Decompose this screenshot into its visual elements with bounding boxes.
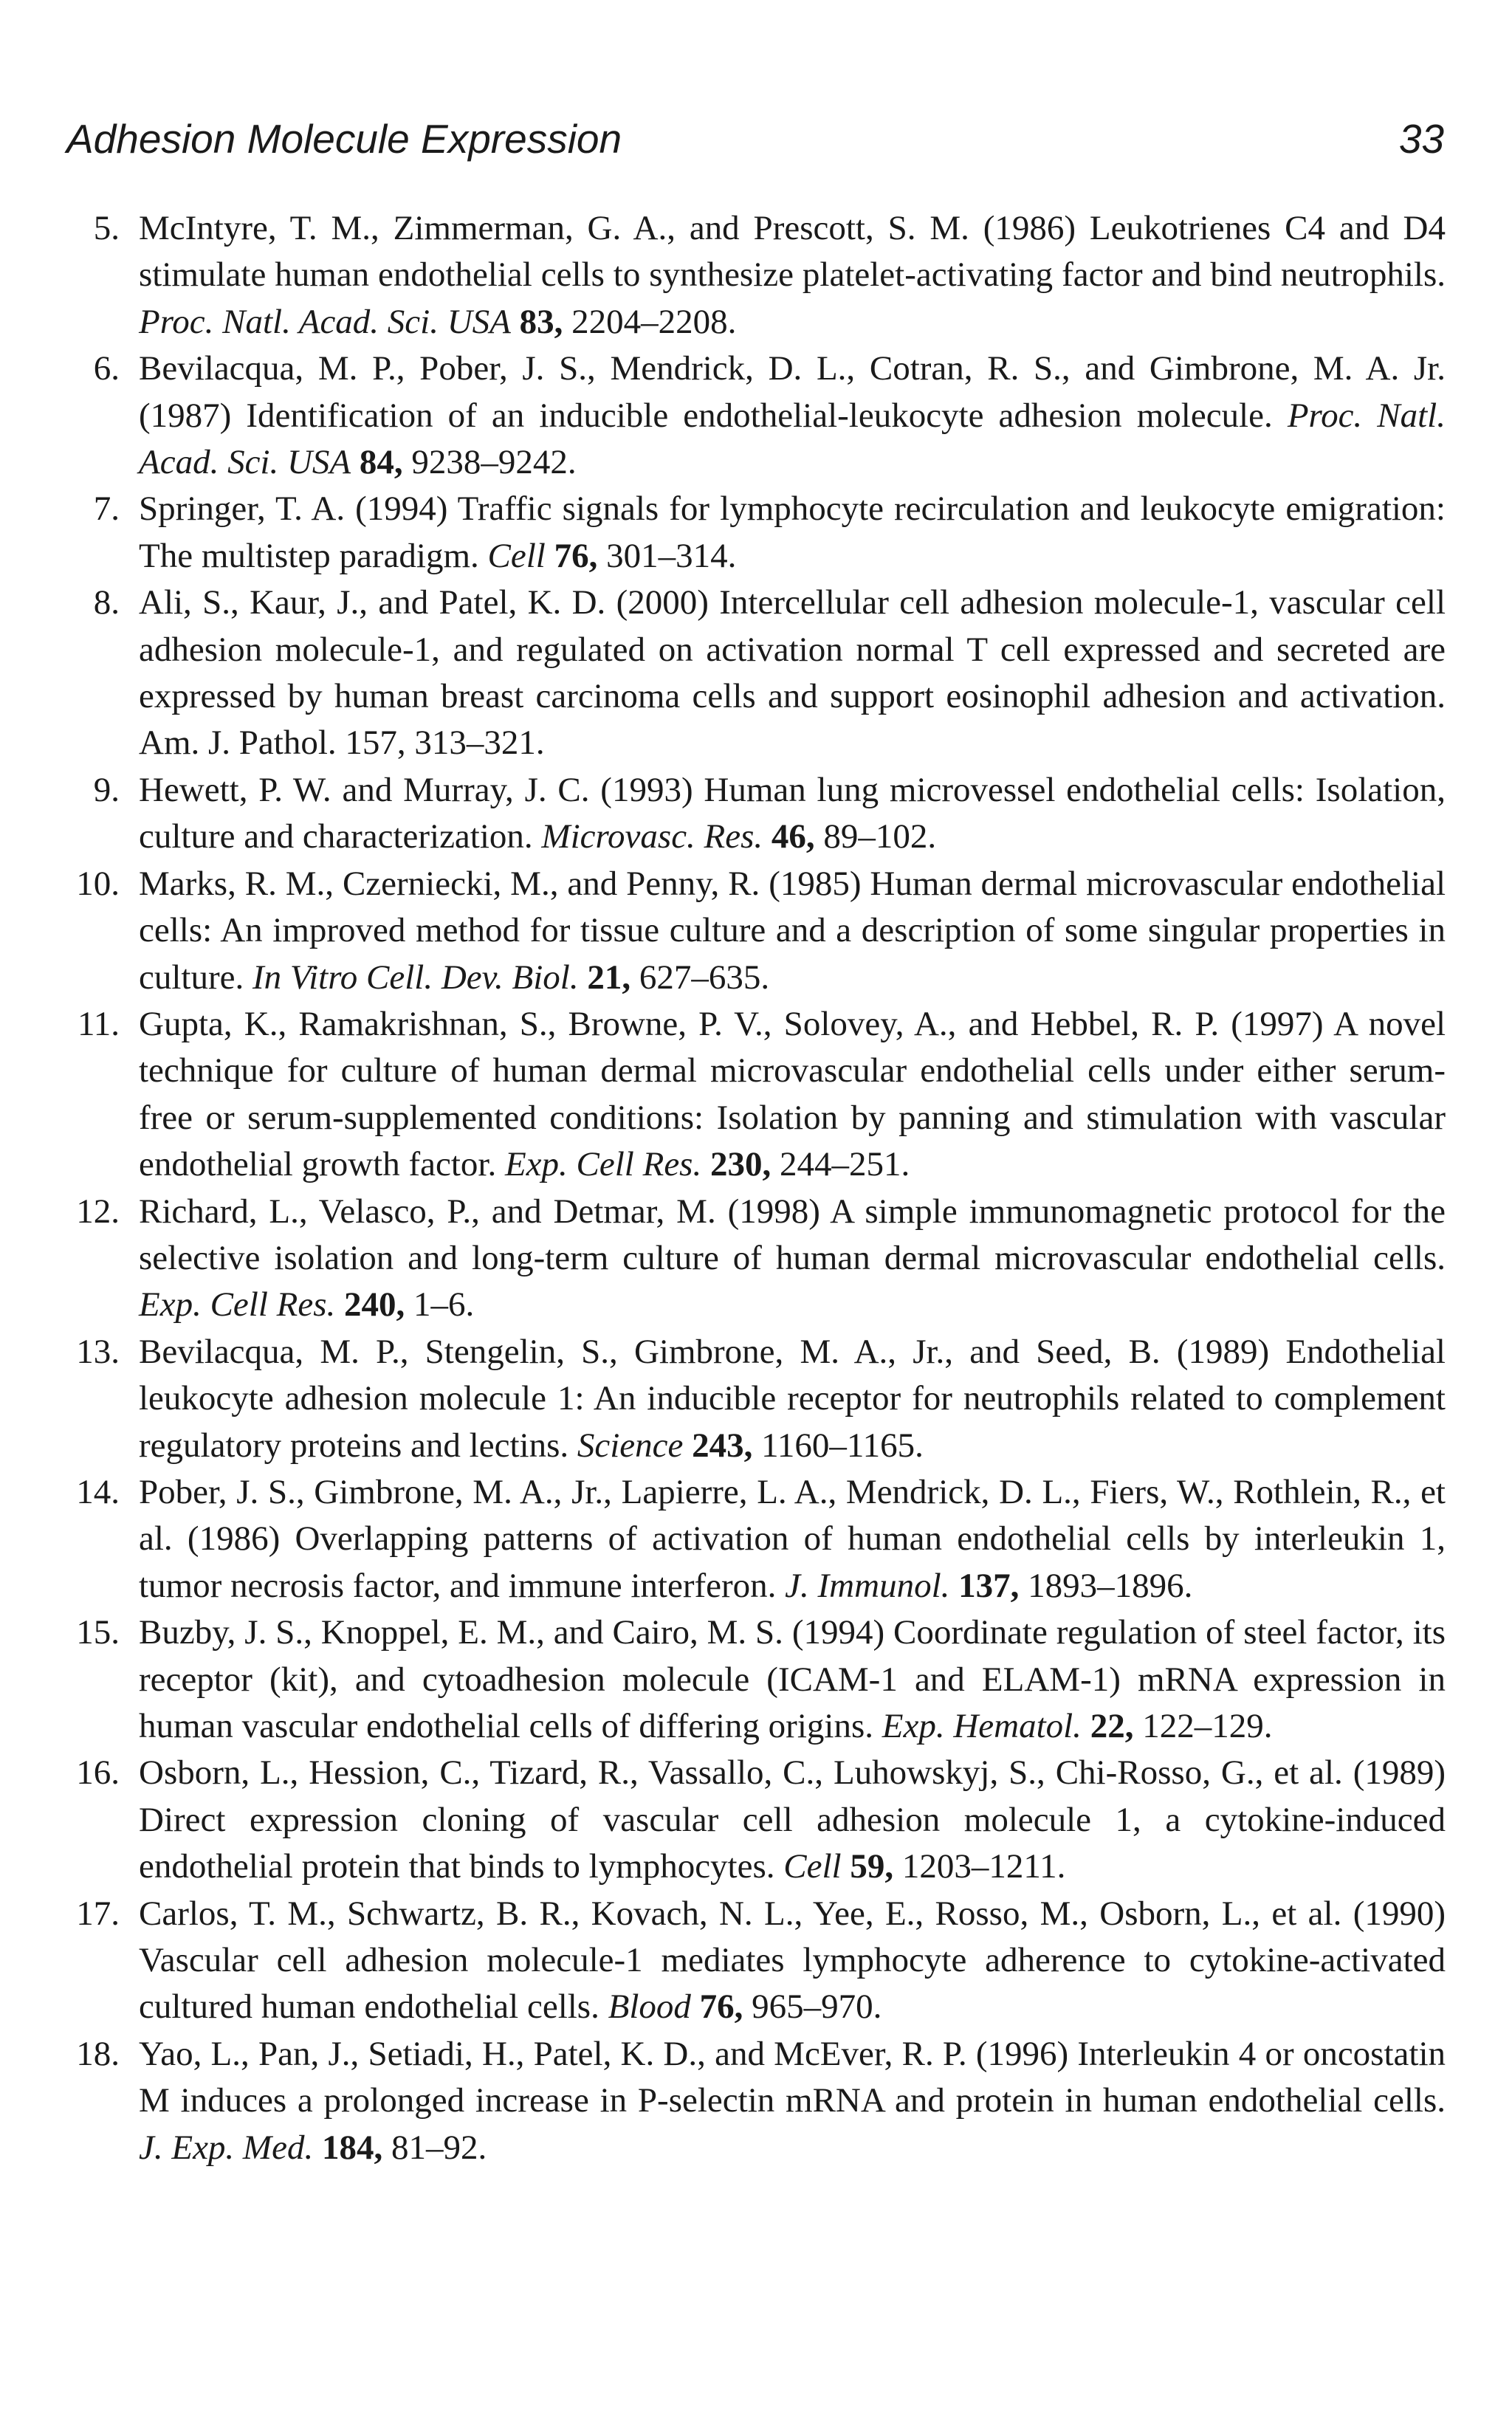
reference-number: 17. [76, 1894, 120, 1933]
reference-pages: 2204–2208. [571, 302, 737, 341]
reference-volume: 83, [519, 302, 563, 341]
reference-journal: Blood [608, 1987, 691, 2027]
reference-text: Springer, T. A. (1994) Traffic signals for lymphocyte recirculation and leukocyte emigration: The multistep paradigm. [139, 489, 1446, 575]
reference-journal: Cell [783, 1847, 842, 1886]
reference-journal: Proc. Natl. Acad. Sci. USA [139, 396, 1446, 482]
reference-number: 12. [76, 1192, 120, 1231]
reference-text: Bevilacqua, M. P., Pober, J. S., Mendrick, D. L., Cotran, R. S., and Gimbrone, M. A. Jr. (1987) Identification of an inducible endothelial-leukocyte adhesion molecule. [139, 349, 1446, 435]
reference-item [66, 486, 1446, 580]
reference-item [66, 1609, 1446, 1750]
reference-text: Richard, L., Velasco, P., and Detmar, M. (1998) A simple immunomagnetic protocol for the selective isolation and long-term culture of human dermal microvascular endothelial cells. [139, 1192, 1446, 1277]
reference-number: 18. [76, 2034, 120, 2073]
reference-pages: 1160–1165. [761, 1426, 924, 1465]
reference-item [66, 1891, 1446, 2031]
reference-volume: 59, [850, 1847, 894, 1886]
reference-pages: 1–6. [413, 1285, 475, 1324]
reference-number: 9. [93, 770, 120, 809]
reference-number: 11. [77, 1004, 120, 1043]
reference-item [66, 346, 1446, 486]
reference-journal: Exp. Cell Res. [139, 1285, 336, 1324]
reference-volume: 240, [344, 1285, 405, 1324]
reference-text: Osborn, L., Hession, C., Tizard, R., Vassallo, C., Luhowskyj, S., Chi-Rosso, G., et al. (1989) Direct expression cloning of vascular cell adhesion molecule 1, a cytokine-induced endothelial protein that binds to lymphocytes. [139, 1753, 1446, 1886]
reference-item [66, 1469, 1446, 1609]
reference-number: 7. [93, 489, 120, 529]
reference-volume: 184, [321, 2128, 383, 2167]
reference-pages: 244–251. [779, 1145, 910, 1184]
reference-list [66, 205, 1446, 2171]
reference-journal: Science [577, 1426, 684, 1465]
reference-item [66, 205, 1446, 346]
reference-pages: 627–635. [639, 958, 770, 997]
reference-journal: Exp. Hematol. [882, 1707, 1082, 1745]
reference-item [66, 580, 1446, 767]
reference-pages: 1203–1211. [901, 1847, 1066, 1886]
reference-volume: 46, [771, 817, 815, 856]
reference-pages: 1893–1896. [1028, 1566, 1193, 1605]
reference-number: 15. [76, 1613, 120, 1652]
reference-journal: Cell [487, 536, 546, 575]
reference-item [66, 1001, 1446, 1189]
reference-volume: 76, [699, 1987, 743, 2027]
reference-text: Carlos, T. M., Schwartz, B. R., Kovach, N. L., Yee, E., Rosso, M., Osborn, L., et al. (1990) Vascular cell adhesion molecule-1 mediates lymphocyte adherence to cytokine-activated cultured human endothelial cells. [139, 1894, 1446, 2027]
reference-volume: 84, [359, 443, 403, 482]
reference-item [66, 1189, 1446, 1329]
reference-number: 6. [93, 349, 120, 388]
reference-volume: 21, [587, 958, 631, 997]
reference-text: Bevilacqua, M. P., Stengelin, S., Gimbrone, M. A., Jr., and Seed, B. (1989) Endothelial leukocyte adhesion molecule 1: An inducible receptor for neutrophils related to complement regulatory proteins and lectins. [139, 1332, 1446, 1465]
reference-number: 10. [76, 864, 120, 903]
reference-volume: 243, [692, 1426, 753, 1465]
reference-number: 13. [76, 1332, 120, 1371]
reference-journal: Proc. Natl. Acad. Sci. USA [139, 302, 511, 341]
running-head [66, 109, 1444, 168]
reference-text: Buzby, J. S., Knoppel, E. M., and Cairo, M. S. (1994) Coordinate regulation of steel factor, its receptor (kit), and cytoadhesion molecule (ICAM-1 and ELAM-1) mRNA expression in human vascular endothelial cells of differing origins. [139, 1613, 1446, 1745]
reference-number: 5. [93, 209, 120, 247]
reference-text: Ali, S., Kaur, J., and Patel, K. D. (2000) Intercellular cell adhesion molecule-1, vascular cell adhesion molecule-1, and regulated on activation normal T cell expressed and secreted are expressed by human breast carcinoma cells and support eosinophil adhesion and activation. Am. J. Pathol. 157, 313–321. [139, 583, 1446, 763]
reference-journal: In Vitro Cell. Dev. Biol. [252, 958, 579, 997]
page-number: 33 [1398, 116, 1444, 162]
reference-pages: 965–970. [752, 1987, 882, 2027]
reference-volume: 137, [958, 1566, 1020, 1605]
reference-text: Pober, J. S., Gimbrone, M. A., Jr., Lapierre, L. A., Mendrick, D. L., Fiers, W., Rothlein, R., et al. (1986) Overlapping patterns of activation of human endothelial cells by interleukin 1, tumor necrosis factor, and immune interferon. [139, 1472, 1446, 1605]
reference-volume: 230, [709, 1145, 772, 1184]
reference-volume: 76, [554, 536, 598, 575]
reference-item [66, 861, 1446, 1001]
reference-item [66, 1329, 1446, 1469]
reference-text: Hewett, P. W. and Murray, J. C. (1993) Human lung microvessel endothelial cells: Isolation, culture and characterization. [139, 770, 1446, 856]
reference-item [66, 767, 1446, 861]
reference-text: Marks, R. M., Czerniecki, M., and Penny, R. (1985) Human dermal microvascular endothelial cells: An improved method for tissue culture and a description of some singular properties in culture. [139, 864, 1446, 997]
reference-text: Yao, L., Pan, J., Setiadi, H., Patel, K. D., and McEver, R. P. (1996) Interleukin 4 or oncostatin M induces a prolonged increase in P-selectin mRNA and protein in human endothelial cells. [139, 2034, 1446, 2120]
reference-journal: Microvasc. Res. [541, 817, 763, 856]
reference-volume: 22, [1090, 1707, 1134, 1745]
reference-journal: Exp. Cell Res. [504, 1145, 702, 1184]
reference-item [66, 1750, 1446, 1890]
reference-number: 16. [76, 1753, 120, 1793]
reference-text: Gupta, K., Ramakrishnan, S., Browne, P. V., Solovey, A., and Hebbel, R. P. (1997) A novel technique for culture of human dermal microvascular endothelial cells under either serum-free or serum-supplemented conditions: Isolation by panning and stimulation with vascular endothelial growth factor. [139, 1004, 1446, 1184]
reference-pages: 81–92. [391, 2128, 487, 2167]
reference-pages: 122–129. [1142, 1707, 1273, 1745]
reference-pages: 9238–9242. [411, 443, 577, 482]
reference-number: 14. [76, 1472, 120, 1511]
reference-number: 8. [93, 583, 120, 622]
running-head-title: Adhesion Molecule Expression [66, 116, 622, 162]
reference-item [66, 2031, 1446, 2171]
reference-pages: 89–102. [823, 817, 937, 856]
reference-journal: J. Immunol. [785, 1566, 950, 1605]
reference-journal: J. Exp. Med. [139, 2128, 314, 2167]
reference-pages: 301–314. [606, 536, 737, 575]
reference-text: McIntyre, T. M., Zimmerman, G. A., and Prescott, S. M. (1986) Leukotrienes C4 and D4 stimulate human endothelial cells to synthesize platelet-activating factor and bind neutrophils. [139, 209, 1446, 295]
